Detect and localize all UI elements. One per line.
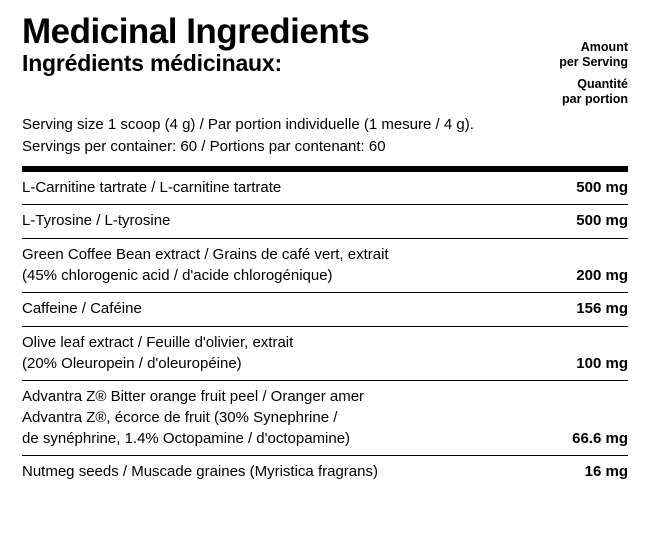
ingredient-name-line2: (45% chlorogenic acid / d'acide chlorogénique) [22,266,333,284]
ingredient-name-line1: Advantra Z® Bitter orange fruit peel / Oranger amer [22,388,365,406]
amount-header-en-line2: per Serving [559,55,628,70]
ingredient-name [22,172,532,205]
amount-column-header [528,14,628,107]
serving-size-text: Serving size 1 scoop (4 g) / Par portion individuelle (1 mesure / 4 g). [22,116,474,133]
ingredient-name-line1: Nutmeg seeds / Muscade graines (Myristica fragrans) [22,463,378,481]
page-title-fr: Ingrédients médicinaux: [22,49,282,76]
panel-header [22,14,628,107]
ingredient-name-line3: de synéphrine, 1.4% Octopamine / d'octopamine) [22,429,351,447]
amount-header-fr-line2: par portion [562,91,628,106]
table-row [22,238,628,292]
table-row [22,172,628,205]
ingredient-name [22,456,532,489]
ingredient-name [22,381,532,456]
amount-header-en-line1: Amount [580,40,628,54]
ingredient-name-line1: Green Coffee Bean extract / Grains de café vert, extrait [22,245,389,263]
ingredient-name [22,326,532,380]
page-title-en: Medicinal Ingredients [22,12,370,51]
ingredient-name-line1: L-Tyrosine / L-tyrosine [22,212,171,230]
table-row [22,293,628,327]
table-row [22,381,628,456]
ingredients-table [22,172,628,490]
ingredient-name-line2: (20% Oleuropein / d'oleuropéine) [22,354,242,372]
servings-per-container-text: Servings per container: 60 / Portions par contenant: 60 [22,137,386,155]
ingredient-amount: 100 mg [532,326,628,380]
ingredient-amount: 16 mg [584,463,628,481]
amount-header-fr-line1: Quantité [577,76,628,91]
ingredient-name-line1: Caffeine / Caféine [22,300,142,318]
panel-titles [22,14,528,75]
ingredient-amount: 156 mg [532,293,628,327]
ingredient-name-line1: Olive leaf extract / Feuille d'olivier, extrait [22,333,294,351]
table-row [22,205,628,239]
ingredient-name [22,293,532,327]
ingredient-name-line2: Advantra Z®, écorce de fruit (30% Synephrine / [22,409,338,426]
ingredient-name-line1: L-Carnitine tartrate / L-carnitine tartrate [22,178,282,196]
ingredient-amount: 66.6 mg [532,381,628,456]
ingredient-amount: 500 mg [532,205,628,239]
ingredient-name [22,238,532,292]
ingredient-amount: 500 mg [532,172,628,205]
table-row [22,326,628,380]
ingredient-name [22,205,532,239]
ingredient-amount: 200 mg [532,238,628,292]
serving-info [22,114,628,158]
ingredients-table-body [22,172,628,490]
table-row [22,456,628,489]
